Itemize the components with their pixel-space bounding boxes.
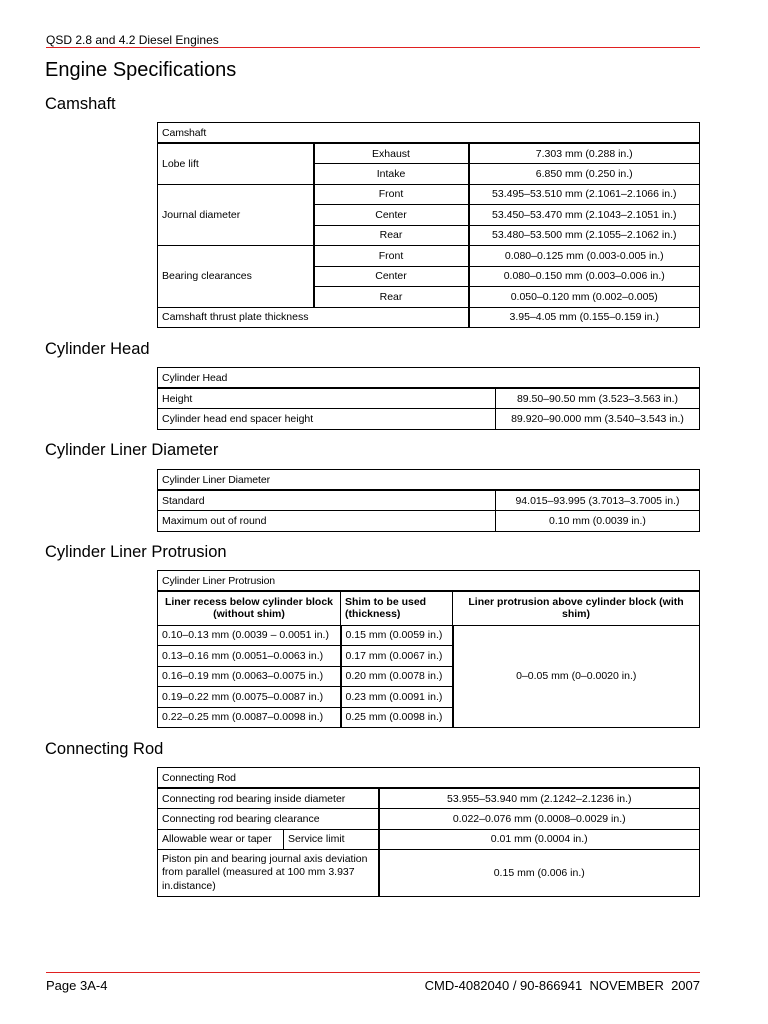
table-row (158, 246, 700, 267)
table-title: Camshaft (158, 123, 700, 144)
row-label: Height (158, 388, 496, 409)
table-row (158, 511, 700, 532)
row-protrusion: 0–0.05 mm (0–0.0020 in.) (453, 625, 700, 728)
table-row (158, 829, 700, 850)
row-value: 0.050–0.120 mm (0.002–0.005) (469, 287, 700, 308)
liner-diameter-table (157, 469, 700, 532)
row-value: 3.95–4.05 mm (0.155–0.159 in.) (469, 307, 700, 328)
page-title: Engine Specifications (45, 59, 237, 81)
row-value: 0.080–0.150 mm (0.003–0.006 in.) (469, 266, 700, 287)
row-shim: 0.25 mm (0.0098 in.) (341, 707, 453, 728)
table-title: Cylinder Head (158, 368, 700, 389)
column-header: Liner protrusion above cylinder block (with shim) (453, 591, 700, 625)
row-sub: Intake (314, 164, 469, 185)
table-row (158, 809, 700, 830)
row-value: 7.303 mm (0.288 in.) (469, 143, 700, 164)
row-value: 0.15 mm (0.006 in.) (379, 850, 700, 897)
row-shim: 0.23 mm (0.0091 in.) (341, 687, 453, 708)
table-header-row (158, 591, 700, 625)
row-recess: 0.13–0.16 mm (0.0051–0.0063 in.) (158, 646, 341, 667)
row-label: Camshaft thrust plate thickness (158, 307, 469, 328)
page-header (46, 32, 700, 48)
row-value: 0.01 mm (0.0004 in.) (379, 829, 700, 850)
connecting-rod-table (157, 767, 700, 897)
liner-protrusion-heading: Cylinder Liner Protrusion (45, 543, 227, 561)
row-label: Bearing clearances (158, 246, 314, 308)
row-sub: Service limit (284, 829, 379, 850)
row-shim: 0.17 mm (0.0067 in.) (341, 646, 453, 667)
row-recess: 0.19–0.22 mm (0.0075–0.0087 in.) (158, 687, 341, 708)
table-row (158, 850, 700, 897)
row-label: Piston pin and bearing journal axis deviation from parallel (measured at 100 mm 3.937 in.distance) (158, 850, 379, 897)
table-title: Cylinder Liner Diameter (158, 470, 700, 491)
cylinder-head-table (157, 367, 700, 430)
row-label: Cylinder head end spacer height (158, 409, 496, 430)
cylinder-head-heading: Cylinder Head (45, 340, 150, 358)
row-sub: Front (314, 184, 469, 205)
table-row (158, 388, 700, 409)
table-row (158, 307, 700, 328)
document-number: CMD-4082040 / 90-866941 NOVEMBER 2007 (424, 978, 700, 993)
table-row (158, 490, 700, 511)
row-sub: Center (314, 266, 469, 287)
row-value: 53.480–53.500 mm (2.1055–2.1062 in.) (469, 225, 700, 246)
row-value: 0.080–0.125 mm (0.003-0.005 in.) (469, 246, 700, 267)
row-recess: 0.22–0.25 mm (0.0087–0.0098 in.) (158, 707, 341, 728)
row-sub: Exhaust (314, 143, 469, 164)
row-recess: 0.16–0.19 mm (0.0063–0.0075 in.) (158, 666, 341, 687)
row-recess: 0.10–0.13 mm (0.0039 – 0.0051 in.) (158, 625, 341, 646)
row-label: Standard (158, 490, 496, 511)
row-label: Allowable wear or taper (158, 829, 284, 850)
row-value: 0.022–0.076 mm (0.0008–0.0029 in.) (379, 809, 700, 830)
column-header: Liner recess below cylinder block (without shim) (158, 591, 341, 625)
table-row (158, 143, 700, 164)
table-row (158, 184, 700, 205)
page-number: Page 3A-4 (46, 978, 108, 993)
connecting-rod-heading: Connecting Rod (45, 740, 164, 758)
row-label: Connecting rod bearing clearance (158, 809, 379, 830)
table-row (158, 788, 700, 809)
table-title: Connecting Rod (158, 768, 700, 789)
row-value: 94.015–93.995 (3.7013–3.7005 in.) (496, 490, 700, 511)
row-value: 0.10 mm (0.0039 in.) (496, 511, 700, 532)
camshaft-table (157, 122, 700, 328)
header-title: QSD 2.8 and 4.2 Diesel Engines (46, 33, 219, 47)
liner-protrusion-table (157, 570, 700, 728)
row-shim: 0.15 mm (0.0059 in.) (341, 625, 453, 646)
table-row (158, 409, 700, 430)
row-sub: Rear (314, 287, 469, 308)
page-footer (46, 972, 700, 996)
row-value: 53.450–53.470 mm (2.1043–2.1051 in.) (469, 205, 700, 226)
row-label: Lobe lift (158, 143, 314, 184)
row-label: Connecting rod bearing inside diameter (158, 788, 379, 809)
table-title: Cylinder Liner Protrusion (158, 571, 700, 592)
row-value: 53.955–53.940 mm (2.1242–2.1236 in.) (379, 788, 700, 809)
row-sub: Center (314, 205, 469, 226)
row-sub: Front (314, 246, 469, 267)
row-value: 53.495–53.510 mm (2.1061–2.1066 in.) (469, 184, 700, 205)
row-sub: Rear (314, 225, 469, 246)
row-value: 89.920–90.000 mm (3.540–3.543 in.) (496, 409, 700, 430)
column-header: Shim to be used (thickness) (341, 591, 453, 625)
row-label: Maximum out of round (158, 511, 496, 532)
row-label: Journal diameter (158, 184, 314, 246)
row-value: 89.50–90.50 mm (3.523–3.563 in.) (496, 388, 700, 409)
camshaft-heading: Camshaft (45, 95, 116, 113)
row-value: 6.850 mm (0.250 in.) (469, 164, 700, 185)
table-row (158, 625, 700, 646)
liner-diameter-heading: Cylinder Liner Diameter (45, 441, 219, 459)
row-shim: 0.20 mm (0.0078 in.) (341, 666, 453, 687)
